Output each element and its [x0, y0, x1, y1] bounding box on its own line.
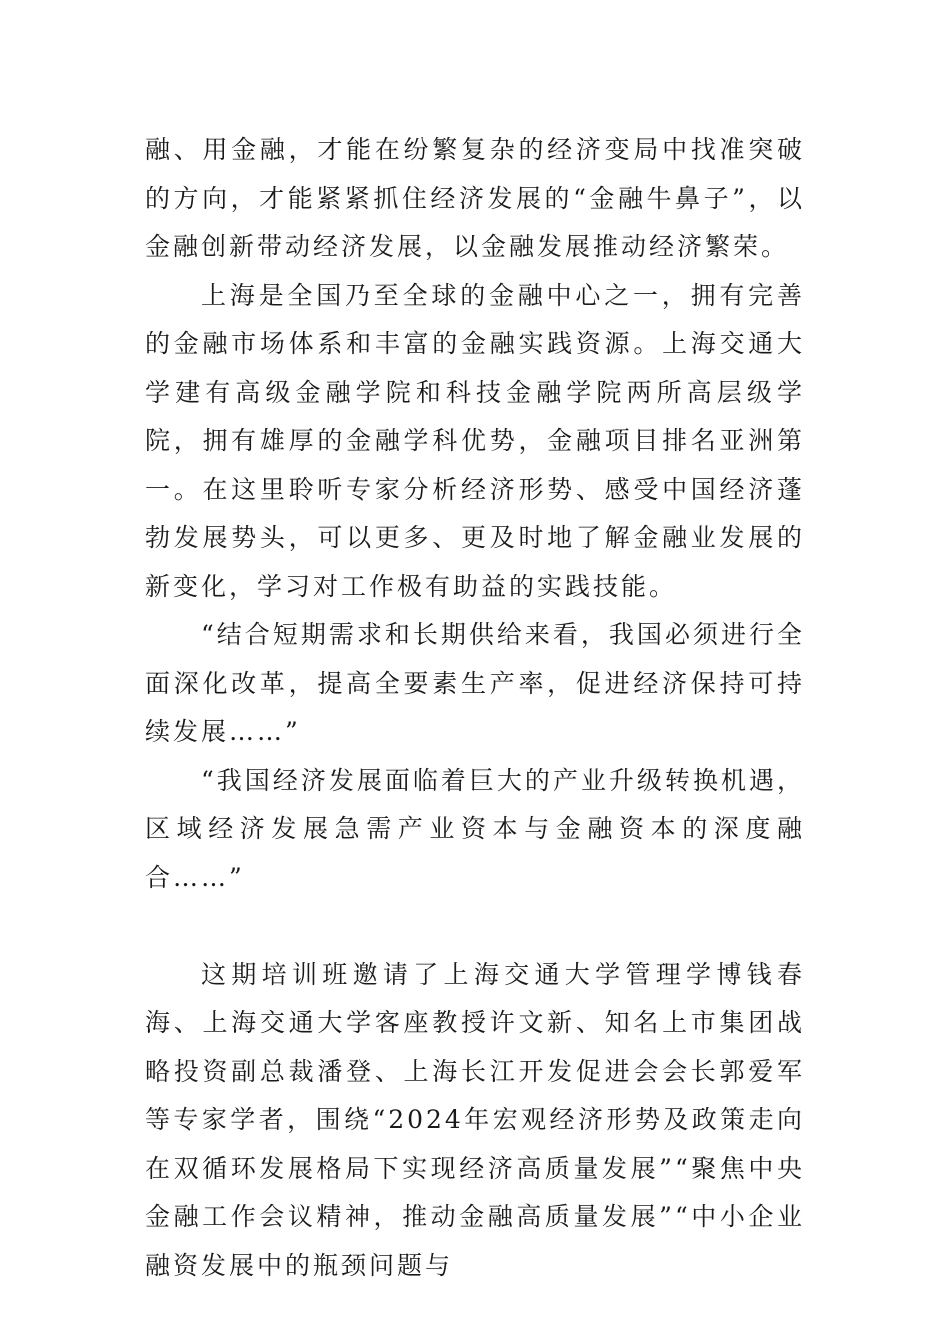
paragraph-3-quote: “结合短期需求和长期供给来看，我国必须进行全面深化改革，提高全要素生产率，促进经济保持可持续发展……”	[145, 620, 805, 746]
document-body	[145, 126, 805, 1290]
blank-line	[145, 902, 805, 951]
paragraph-1-continued: 融、用金融，才能在纷繁复杂的经济变局中找准突破的方向，才能紧紧抓住经济发展的“金融牛鼻子”，以金融创新带动经济发展，以金融发展推动经济繁荣。	[145, 135, 805, 261]
paragraph-2: 上海是全国乃至全球的金融中心之一，拥有完善的金融市场体系和丰富的金融实践资源。上海交通大学建有高级金融学院和科技金融学院两所高层级学院，拥有雄厚的金融学科优势，金融项目排名亚洲第一。在这里聆听专家分析经济形势、感受中国经济蓬勃发展势头，可以更多、更及时地了解金融业发展的新变化，学习对工作极有助益的实践技能。	[145, 280, 805, 601]
paragraph-4-quote: “我国经济发展面临着巨大的产业升级转换机遇，区域经济发展急需产业资本与金融资本的深度融合……”	[145, 765, 805, 892]
paragraph-5: 这期培训班邀请了上海交通大学管理学博钱春海、上海交通大学客座教授许文新、知名上市集团战略投资副总裁潘登、上海长江开发促进会会长郭爱军等专家学者，围绕“2024年宏观经济形势及政策走向在双循环发展格局下实现经济高质量发展”“聚焦中央金融工作会议精神，推动金融高质量发展”“中小企业融资发展中的瓶颈问题与	[145, 959, 805, 1280]
